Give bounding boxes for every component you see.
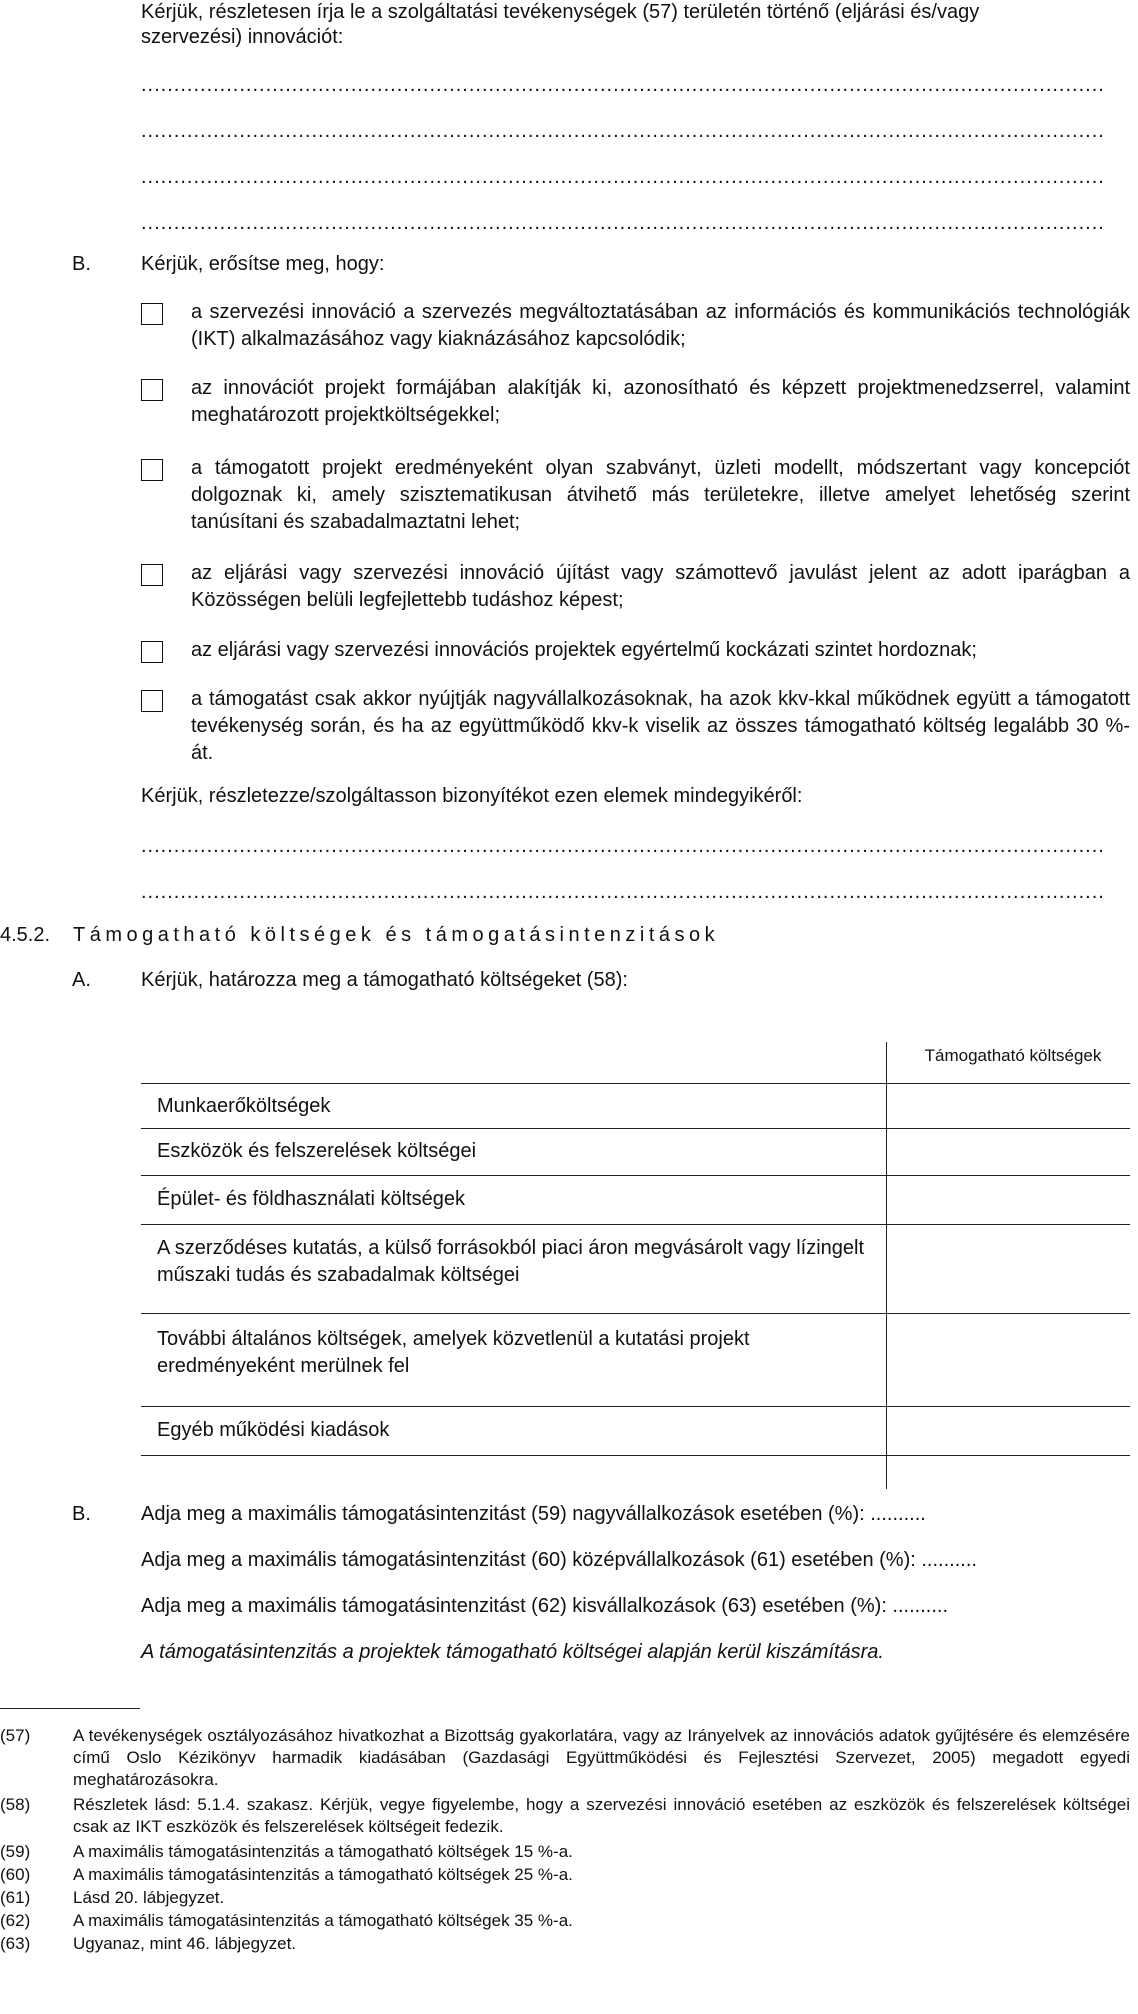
footnote — [0, 1794, 1138, 1840]
table-row — [141, 1175, 1130, 1225]
footnote-number: (63) — [0, 1934, 31, 1953]
footnote-number: (58) — [0, 1795, 31, 1814]
item-szabvany: a támogatott projekt eredményeként olyan szabványt, üzleti modellt, módszertant vagy koncepciót dolgoznak ki, amely szisztematikusan átvihető más területekre, illetve amelyet lehetőség szerint tanúsítani és szabadalmaztatni lehet; — [191, 457, 1130, 533]
row-label: További általános költségek, amelyek közvetlenül a kutatási projekt eredményeként merülnek fel — [157, 1328, 750, 1377]
section-b-label: B. — [72, 253, 91, 275]
answer-line[interactable]: ................................................................................................................................................... — [141, 836, 1105, 856]
checkbox-szabvany[interactable] — [141, 459, 163, 481]
section-b-title: Kérjük, erősítse meg, hogy: — [141, 253, 385, 275]
section-title: Támogatható költségek és támogatásintenzitások — [73, 924, 720, 946]
answer-line[interactable]: ................................................................................................................................................... — [141, 213, 1105, 233]
footnote-text: Lásd 20. lábjegyzet. — [73, 1888, 225, 1907]
table-row — [141, 1128, 1130, 1176]
table-row — [141, 1224, 1130, 1314]
table-header: Támogatható költségek — [924, 1046, 1102, 1065]
answer-line[interactable]: ................................................................................................................................................... — [141, 121, 1105, 141]
checkbox-ujitas[interactable] — [141, 564, 163, 586]
footnote-text: A maximális támogatásintenzitás a támogatható költségek 25 %-a. — [73, 1865, 573, 1884]
item-ikt: a szervezési innováció a szervezés megváltoztatásában az információs és kommunikációs technológiák (IKT) alkalmazásához vagy kiaknázásához kapcsolódik; — [191, 301, 1130, 350]
row-label: A szerződéses kutatás, a külső forrásokból piaci áron megvásárolt vagy lízingelt műszaki tudás és szabadalmak költségei — [157, 1237, 865, 1286]
intensity-medium[interactable]: Adja meg a maximális támogatásintenzitást (60) középvállalkozások (61) esetében (%): .......... — [141, 1549, 977, 1571]
item-kockazat: az eljárási vagy szervezési innovációs projektek egyértelmű kockázati szintet hordoznak; — [191, 639, 977, 661]
checkbox-kkv[interactable] — [141, 690, 163, 712]
footnote-number: (61) — [0, 1888, 31, 1907]
row-label: Egyéb működési kiadások — [157, 1419, 390, 1441]
section-b2-label: B. — [72, 1503, 91, 1525]
checkbox-projekt[interactable] — [141, 379, 163, 401]
footnote-text: A maximális támogatásintenzitás a támogatható költségek 35 %-a. — [73, 1911, 573, 1930]
row-label: Munkaerőköltségek — [157, 1095, 331, 1117]
detail-request: Kérjük, részletezze/szolgáltasson bizonyítékot ezen elemek mindegyikéről: — [141, 785, 803, 807]
footnote-text: Ugyanaz, mint 46. lábjegyzet. — [73, 1934, 297, 1953]
footnote-text: Részletek lásd: 5.1.4. szakasz. Kérjük, vegye figyelembe, hogy a szervezési innováció esetében az eszközök és felszerelések költségei csak az IKT eszközök és felszerelések költségeit fedezik. — [73, 1795, 1130, 1836]
footnote-text: A maximális támogatásintenzitás a támogatható költségek 15 %-a. — [73, 1842, 573, 1861]
checkbox-ikt[interactable] — [141, 303, 163, 325]
section-a-text: Kérjük, határozza meg a támogatható költségeket (58): — [141, 969, 628, 991]
row-label: Eszközök és felszerelések költségei — [157, 1140, 477, 1162]
intensity-small[interactable]: Adja meg a maximális támogatásintenzitást (62) kisvállalkozások (63) esetében (%): .......... — [141, 1595, 949, 1617]
footnote — [0, 1725, 1138, 1793]
answer-line[interactable]: ................................................................................................................................................... — [141, 167, 1105, 187]
answer-line[interactable]: ................................................................................................................................................... — [141, 75, 1105, 95]
table-row — [141, 1406, 1130, 1456]
item-kkv: a támogatást csak akkor nyújtják nagyvállalkozásoknak, ha azok kkv-kkal működnek együtt a támogatott tevékenység során, és ha az együttműködő kkv-k viselik az összes támogatható költség legalább 30 %-át. — [191, 688, 1130, 764]
footnote-number: (57) — [0, 1726, 31, 1745]
intensity-large[interactable]: Adja meg a maximális támogatásintenzitást (59) nagyvállalkozások esetében (%): .......... — [141, 1503, 926, 1525]
item-ujitas: az eljárási vagy szervezési innováció újítást vagy számottevő javulást jelent az adott iparágban a Közösségen belüli legfejlettebb tudáshoz képest; — [191, 562, 1130, 611]
answer-line[interactable]: ................................................................................................................................................... — [141, 882, 1105, 902]
footnote-separator — [0, 1708, 140, 1709]
footnote-number: (62) — [0, 1911, 31, 1930]
footnote-text: A tevékenységek osztályozásához hivatkozhat a Bizottság gyakorlatára, vagy az Irányelvek az innovációs adatok gyűjtésére és elemzésére című Oslo Kézikönyv harmadik kiadásában (Gazdasági Együttműködési és Fejlesztési Szervezet, 2005) megadott egyedi meghatározásokra. — [73, 1726, 1130, 1789]
table-row — [141, 1313, 1130, 1407]
table-bottom-border — [141, 1455, 1130, 1456]
section-number: 4.5.2. — [0, 924, 51, 946]
footnote-number: (60) — [0, 1865, 31, 1884]
intensity-note: A támogatásintenzitás a projektek támogatható költségei alapján kerül kiszámításra. — [141, 1641, 884, 1663]
row-label: Épület- és földhasználati költségek — [157, 1188, 465, 1210]
checkbox-kockazat[interactable] — [141, 641, 163, 663]
table-row — [141, 1083, 1130, 1129]
intro-line-2: szervezési) innovációt: — [141, 26, 344, 48]
item-projekt: az innovációt projekt formájában alakítják ki, azonosítható és képzett projektmenedzserrel, valamint meghatározott projektköltségekkel; — [191, 377, 1130, 426]
section-a-label: A. — [72, 969, 91, 991]
intro-line-1: Kérjük, részletesen írja le a szolgáltatási tevékenységek (57) területén történő (eljárási és/vagy — [141, 1, 980, 23]
footnote-number: (59) — [0, 1842, 31, 1861]
